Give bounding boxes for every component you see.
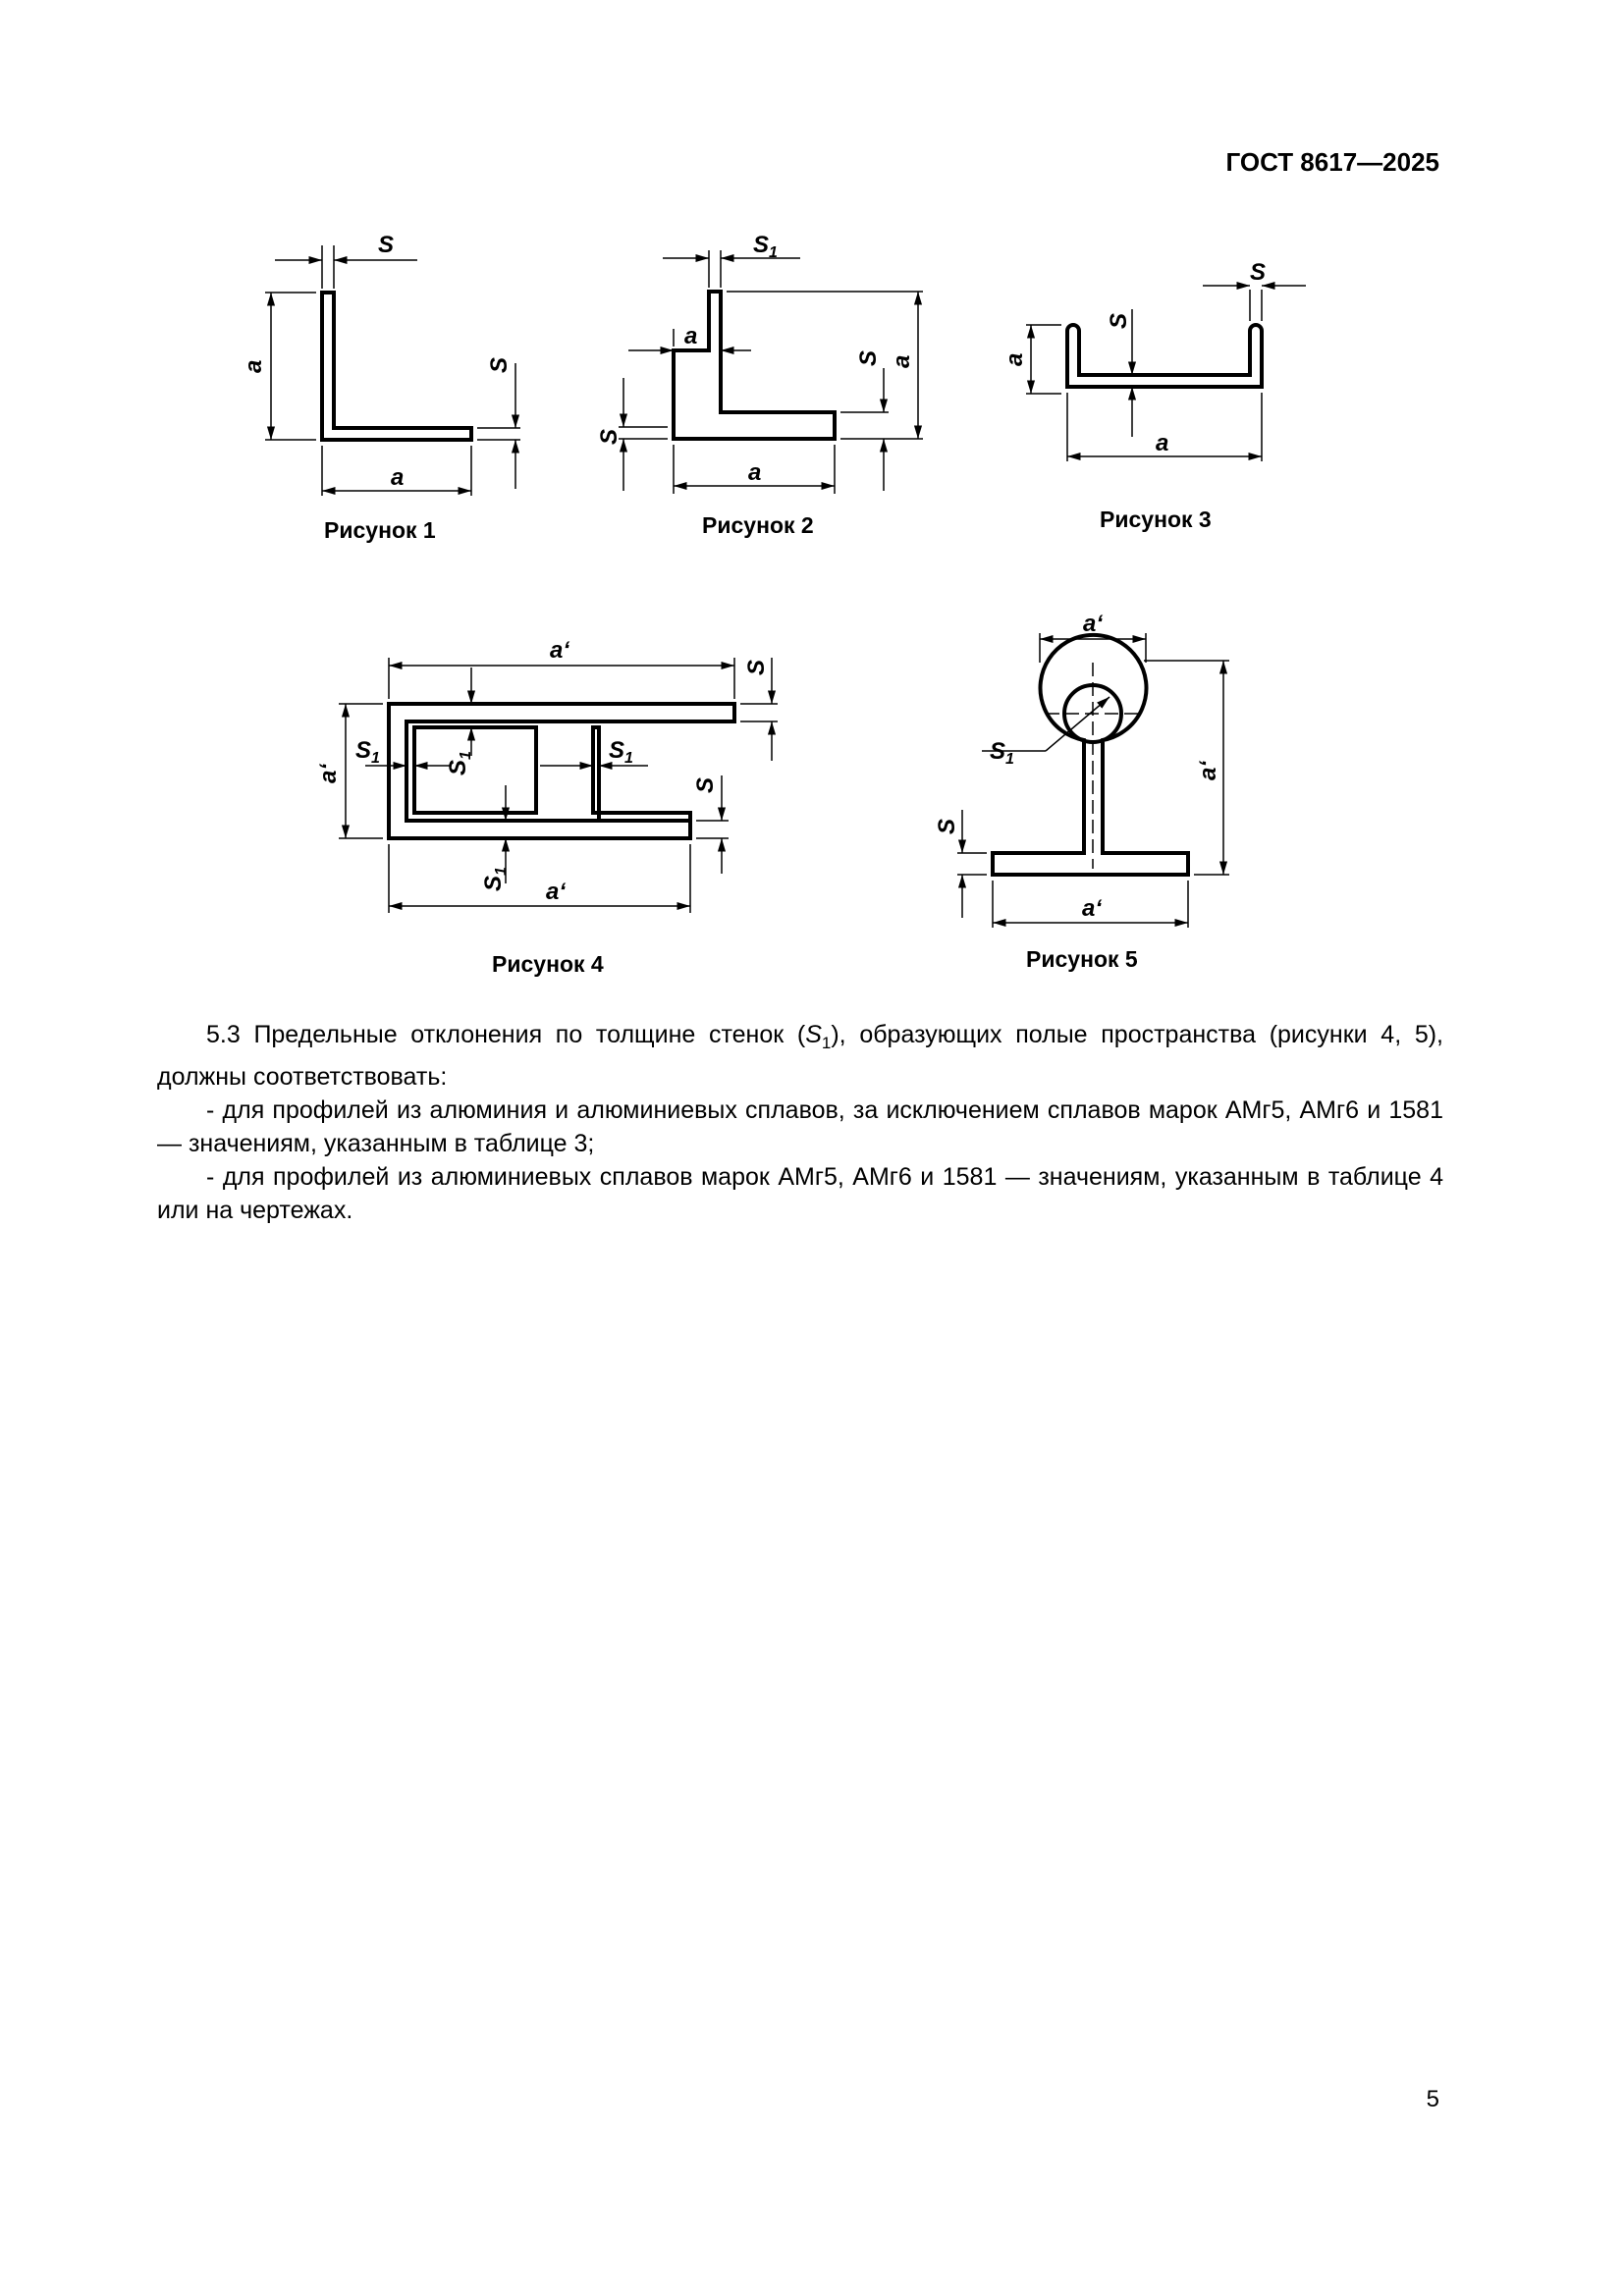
- fig3-profile: [1067, 325, 1262, 387]
- fig4-dim-a-prime-left: a‘: [315, 763, 342, 783]
- fig5-dim-a-prime-right: a‘: [1195, 760, 1221, 780]
- fig3-dim-s-middle: S: [1106, 312, 1132, 329]
- figure-5-caption: Рисунок 5: [1026, 946, 1138, 972]
- fig4-profile-inner: [414, 727, 536, 813]
- clause-5-3-intro: 5.3 Предельные отклонения по толщине стенок $(S_1)$, образующих полые пространства (рисунки 4, 5), должны соответствовать:: [157, 1021, 1443, 1091]
- fig3-dim-s-top: S: [1250, 259, 1267, 286]
- fig2-dim-a-inner: a: [684, 323, 698, 349]
- fig4-dim-s1-right: $S_1$: [609, 737, 633, 767]
- fig5-dim-a-prime-bottom: a‘: [1082, 895, 1103, 922]
- figure-4-drawing: [315, 628, 795, 923]
- fig4-dim-s-right: S: [692, 776, 719, 793]
- fig2-dim-s1-top: $S_1$: [753, 232, 778, 261]
- fig4-dim-s1-left: $S_1$: [355, 737, 380, 767]
- figure-1-drawing: [236, 226, 550, 560]
- fig4-dim-s1-bottom: $S_1$: [480, 867, 510, 891]
- fig5-dim-s-left: S: [934, 818, 960, 834]
- fig4-dim-s1-inner: $S_1$: [445, 751, 474, 775]
- document-header: ГОСТ 8617—2025: [1225, 147, 1439, 177]
- fig2-profile: [674, 292, 835, 439]
- clause-5-3-item-2: - для профилей из алюминиевых сплавов марок АМг5, АМг6 и 1581 — значениям, указанным в таблице 4 или на чертежах.: [157, 1163, 1443, 1224]
- figure-5-drawing: [923, 604, 1257, 937]
- fig1-dim-a-bottom: a: [391, 464, 405, 491]
- clause-5-3-item-1: - для профилей из алюминия и алюминиевых сплавов, за исключением сплавов марок АМг5, АМг6 и 1581 — значениям, указанным в таблице 3;: [157, 1096, 1443, 1157]
- fig3-dim-a-bottom: a: [1156, 430, 1169, 456]
- fig1-dim-s-top: S: [378, 232, 395, 258]
- page-number: 5: [1426, 2086, 1439, 2112]
- figure-2-caption: Рисунок 2: [702, 512, 814, 538]
- fig3-dim-a-left: a: [1001, 352, 1028, 366]
- fig4-dim-a-prime-top: a‘: [550, 637, 570, 664]
- fig5-profile: [993, 635, 1188, 875]
- fig2-dim-a-right: a: [889, 354, 915, 368]
- fig4-profile-right: [593, 727, 690, 821]
- fig4-profile-outer: [389, 704, 734, 838]
- clause-5-3: [157, 1018, 1443, 1227]
- fig1-dim-s-right: S: [486, 356, 513, 373]
- figure-3-caption: Рисунок 3: [1100, 507, 1212, 532]
- fig5-dim-s1-leader: $S_1$: [990, 738, 1014, 768]
- figure-2-drawing: [589, 221, 962, 545]
- fig2-dim-s-left: S: [596, 428, 623, 445]
- fig2-dim-s-right: S: [855, 349, 882, 366]
- fig4-dim-s-top-right: S: [743, 659, 770, 675]
- figure-4-caption: Рисунок 4: [492, 951, 604, 977]
- fig4-dim-a-prime-bottom: a‘: [546, 879, 567, 905]
- fig1-dim-a-left: a: [241, 359, 267, 373]
- fig1-profile: [322, 293, 471, 440]
- figure-1-caption: Рисунок 1: [324, 517, 436, 543]
- figure-3-drawing: [1001, 250, 1330, 476]
- fig2-dim-a-bottom: a: [748, 459, 762, 486]
- fig5-dim-a-prime-top: a‘: [1083, 611, 1104, 637]
